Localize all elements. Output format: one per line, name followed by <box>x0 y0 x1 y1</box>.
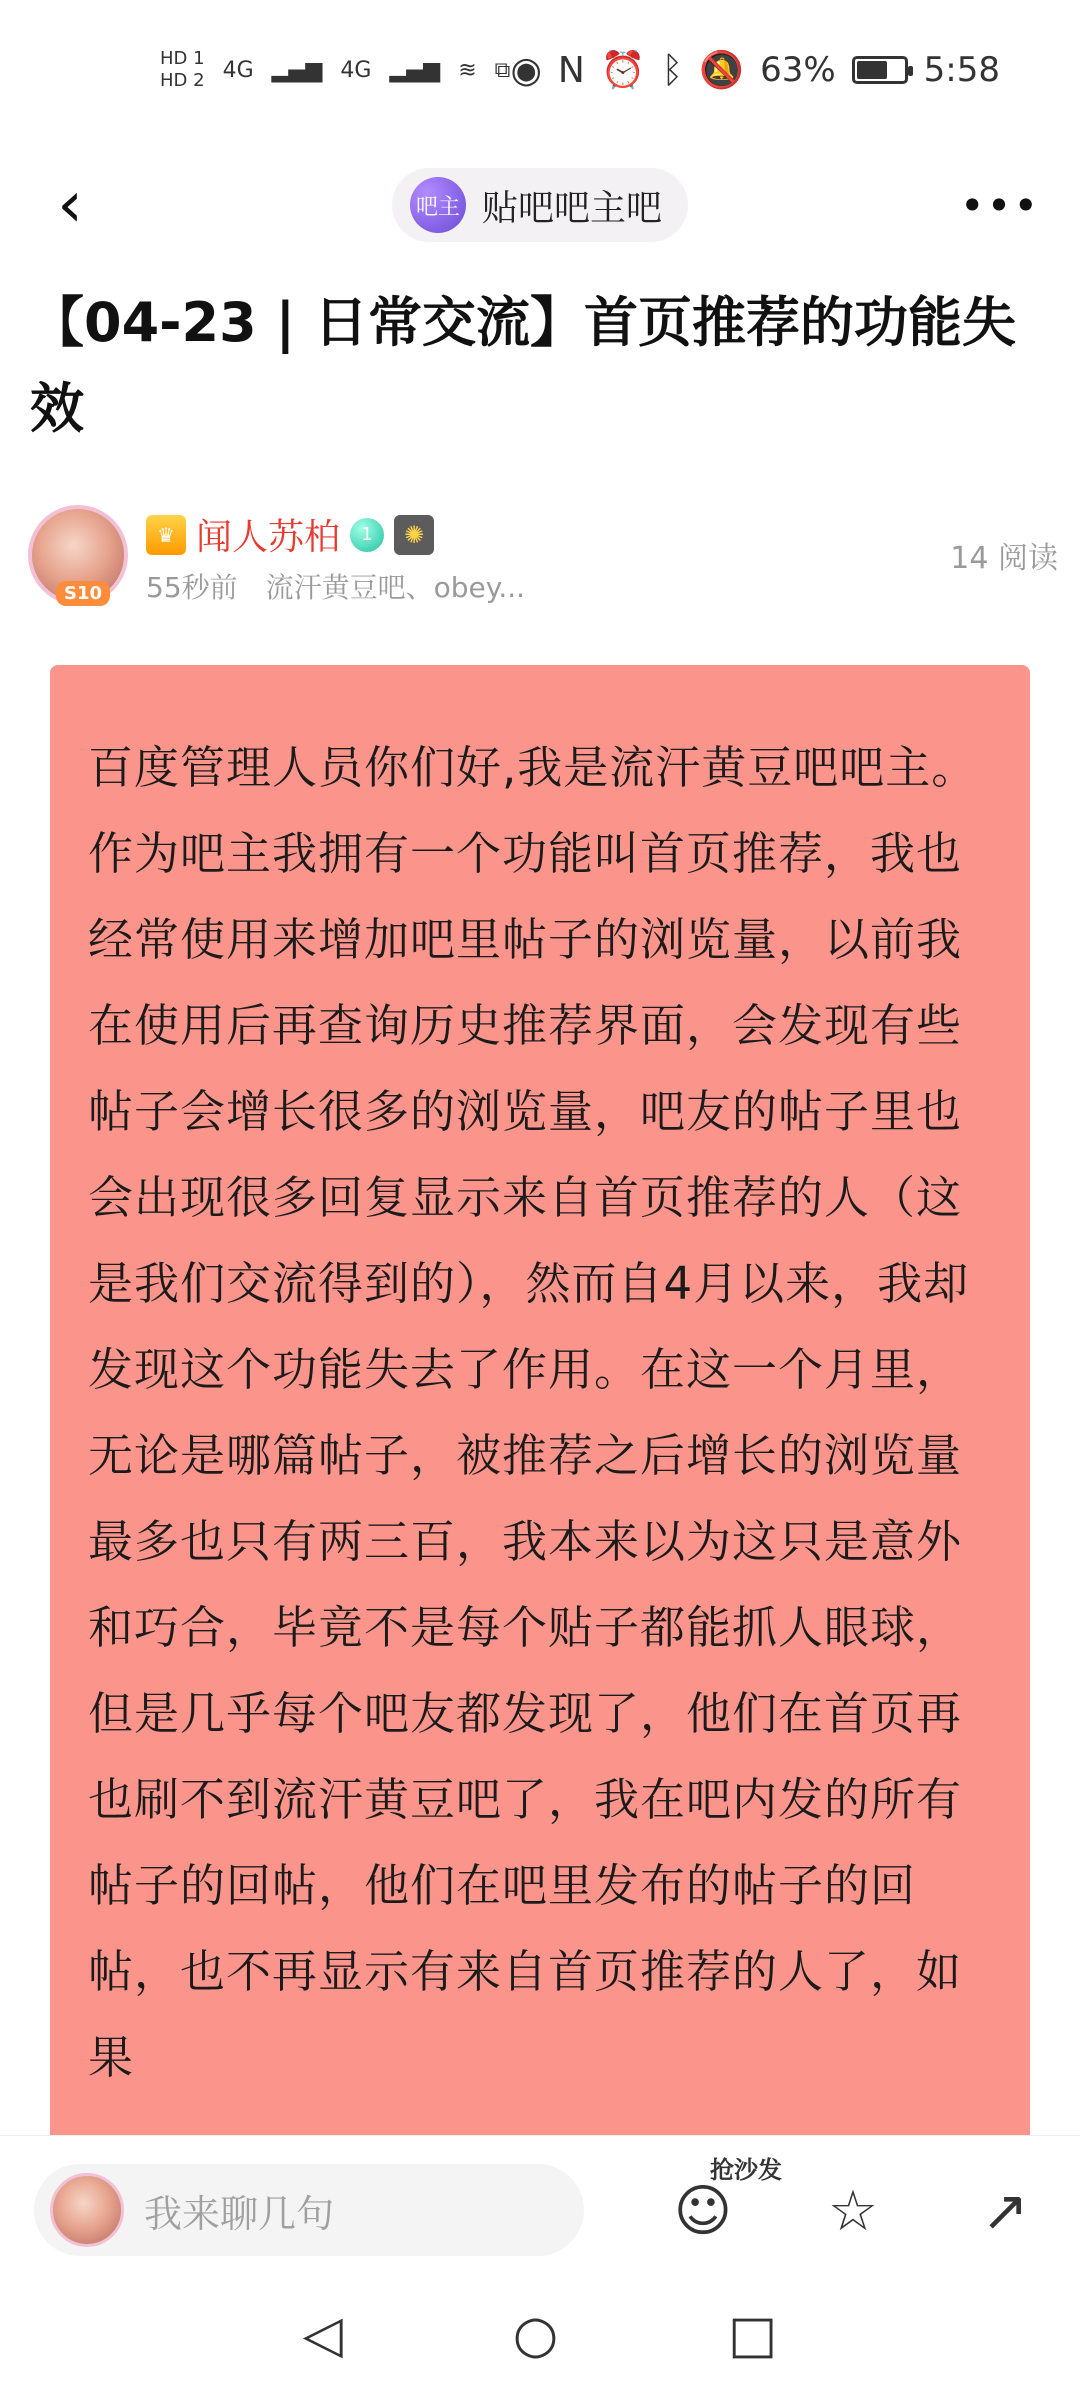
wifi-icon: ≋ <box>458 57 477 83</box>
alarm-icon: ⏰ <box>600 50 646 91</box>
reply-placeholder: 我来聊几句 <box>144 2191 335 2236</box>
tv-icon: ⧉ <box>494 57 511 83</box>
clock: 5:58 <box>923 50 1000 90</box>
post-content-box <box>50 665 1030 2145</box>
signal-bars-icon: ▂▄▆ <box>271 57 323 83</box>
bluetooth-icon: ᛒ <box>661 49 684 91</box>
post-title: 【04-23 | 日常交流】首页推荐的功能失效 <box>30 291 1017 440</box>
more-dots-icon: ••• <box>959 180 1041 230</box>
forum-logo-icon <box>410 177 466 233</box>
eye-icon: ◉ <box>510 49 542 91</box>
signal2-label: 4G <box>340 57 372 83</box>
system-nav-bar <box>0 2270 1080 2400</box>
author-info <box>146 509 525 606</box>
nav-home-icon[interactable]: ○ <box>512 2305 559 2365</box>
reply-avatar <box>50 2173 124 2247</box>
share-icon: ↗ <box>981 2178 1029 2244</box>
more-button[interactable] <box>960 170 1040 240</box>
forum-chip[interactable] <box>392 168 688 242</box>
app-header <box>0 140 1080 270</box>
battery-icon <box>852 56 908 84</box>
gem-level-text: 1 <box>361 524 373 545</box>
back-button[interactable] <box>40 170 100 240</box>
bottom-action-bar <box>0 2135 1080 2270</box>
battery-percent: 63% <box>760 50 836 90</box>
hd1-label: HD 1 <box>160 48 205 69</box>
share-button[interactable] <box>970 2176 1040 2246</box>
read-count: 14 阅读 <box>950 541 1058 576</box>
forum-logo-text: 吧主 <box>415 194 460 220</box>
sofa-label: 抢沙发 <box>710 2156 782 2184</box>
comment-icon: ☺ <box>673 2178 733 2244</box>
author-meta <box>146 566 525 606</box>
post-time: 55秒前 <box>146 571 238 604</box>
status-bar <box>0 0 1080 140</box>
author-forums: 流汗黄豆吧、obey... <box>265 571 526 604</box>
chevron-left-icon: ‹ <box>57 168 83 242</box>
comment-button[interactable] <box>668 2176 738 2246</box>
reply-input[interactable] <box>34 2164 584 2256</box>
signal-bars-icon-2: ▂▄▆ <box>389 57 441 83</box>
nav-back-icon[interactable]: ◁ <box>302 2305 343 2365</box>
author-name-line <box>146 509 525 560</box>
gem-level-icon <box>350 518 384 552</box>
mute-icon: 🔕 <box>699 50 745 91</box>
owner-crown-icon: ♛ <box>146 515 186 555</box>
author-row <box>28 505 1058 615</box>
sun-badge-icon: ✺ <box>394 515 434 555</box>
author-name[interactable]: 闻人苏柏 <box>196 517 341 558</box>
forum-name: 贴吧吧主吧 <box>481 187 662 229</box>
signal1-label: 4G <box>222 57 254 83</box>
favorite-button[interactable] <box>818 2176 888 2246</box>
hd-indicators <box>160 48 205 92</box>
avatar-level-badge: S10 <box>56 581 110 606</box>
nav-recents-icon[interactable]: □ <box>728 2305 778 2365</box>
hd2-label: HD 2 <box>160 70 205 91</box>
status-bar-right <box>510 49 1000 91</box>
nfc-icon: N <box>557 49 585 91</box>
post-content-text: 百度管理人员你们好,我是流汗黄豆吧吧主。作为吧主我拥有一个功能叫首页推荐，我也经常使用来增加吧里帖子的浏览量，以前我在使用后再查询历史推荐界面，会发现有些帖子会增长很多的浏览量，吧友的帖子里也会出现很多回复显示来自首页推荐的人（这是我们交流得到的），然而自4月以来，我却发现这个功能失去了作用。在这一个月里，无论是哪篇帖子，被推荐之后增长的浏览量最多也只有两三百，我本来以为这只是意外和巧合，毕竟不是每个贴子都能抓人眼球，但是几乎每个吧友都发现了，他们在首页再也刷不到流汗黄豆吧了，我在吧内发的所有帖子的回帖，他们在吧里发布的帖子的回帖，也不再显示有来自首页推荐的人了，如果 <box>88 741 978 2084</box>
status-bar-left <box>160 48 510 92</box>
star-icon: ☆ <box>827 2178 879 2244</box>
